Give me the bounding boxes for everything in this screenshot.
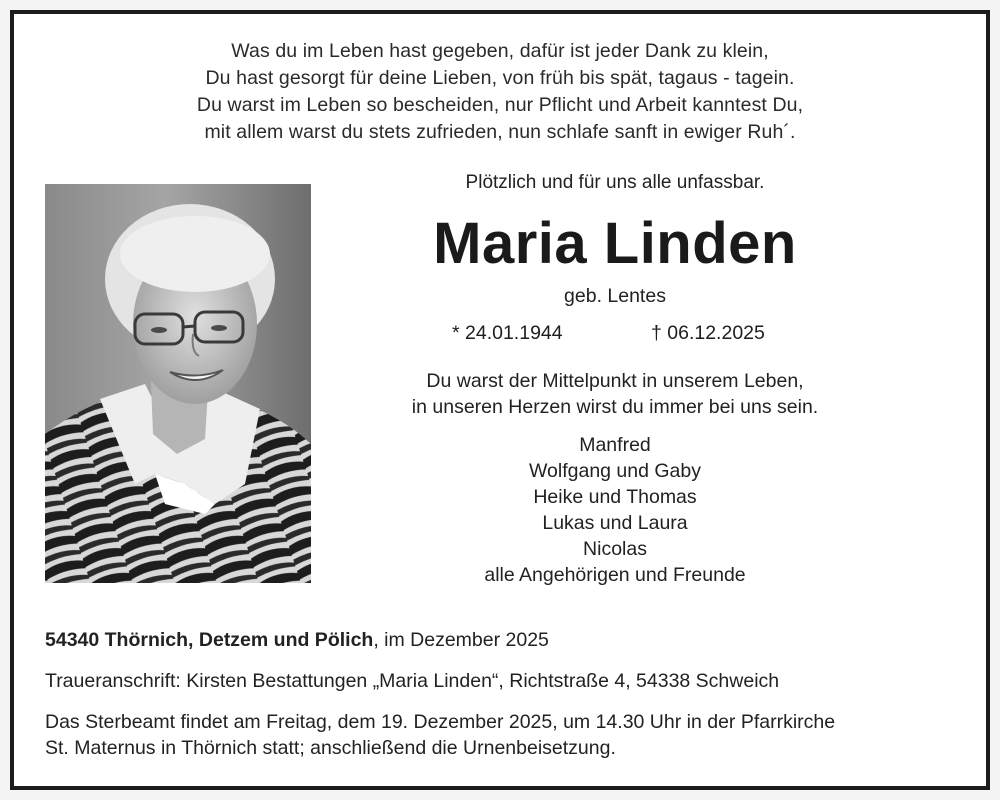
verse-line: in unseren Herzen wirst du immer bei uns sein. — [411, 396, 819, 418]
service-line: Das Sterbeamt findet am Freitag, dem 19. Dezember 2025, um 14.30 Uhr in der Pfarrkirche — [45, 711, 836, 733]
poem-line: Was du im Leben hast gegeben, dafür ist jeder Dank zu klein, — [231, 40, 769, 62]
maiden-name: geb. Lentes — [564, 285, 666, 307]
family-list — [330, 432, 900, 588]
birth-date: * 24.01.1944 — [452, 322, 563, 344]
family-member: Manfred — [579, 434, 651, 456]
family-member: Lukas und Laura — [542, 512, 688, 534]
date-text: , im Dezember 2025 — [373, 629, 549, 651]
mourning-address: Traueranschrift: Kirsten Bestattungen „Maria Linden“, Richtstraße 4, 54338 Schweich — [45, 670, 780, 692]
poem-line: Du warst im Leben so bescheiden, nur Pflicht und Arbeit kanntest Du, — [196, 94, 804, 116]
deceased-name: Maria Linden — [433, 211, 797, 276]
family-member: alle Angehörigen und Freunde — [484, 564, 746, 586]
family-member: Nicolas — [583, 538, 647, 560]
poem-line: Du hast gesorgt für deine Lieben, von früh bis spät, tagaus - tagein. — [205, 67, 795, 89]
poem — [0, 38, 1000, 146]
service-line: St. Maternus in Thörnich statt; anschließend die Urnenbeisetzung. — [45, 737, 616, 759]
death-date: † 06.12.2025 — [651, 322, 765, 344]
poem-line: mit allem warst du stets zufrieden, nun schlafe sanft in ewiger Ruh´. — [204, 121, 796, 143]
place-date-line — [45, 627, 965, 653]
intro-text: Plötzlich und für uns alle unfassbar. — [465, 172, 765, 193]
place-names: 54340 Thörnich, Detzem und Pölich — [45, 629, 374, 651]
verse — [330, 368, 900, 420]
service-info — [45, 709, 965, 761]
verse-line: Du warst der Mittelpunkt in unserem Leben, — [426, 370, 804, 392]
family-member: Heike und Thomas — [533, 486, 697, 508]
family-member: Wolfgang und Gaby — [528, 460, 701, 482]
portrait-photo — [45, 184, 311, 583]
